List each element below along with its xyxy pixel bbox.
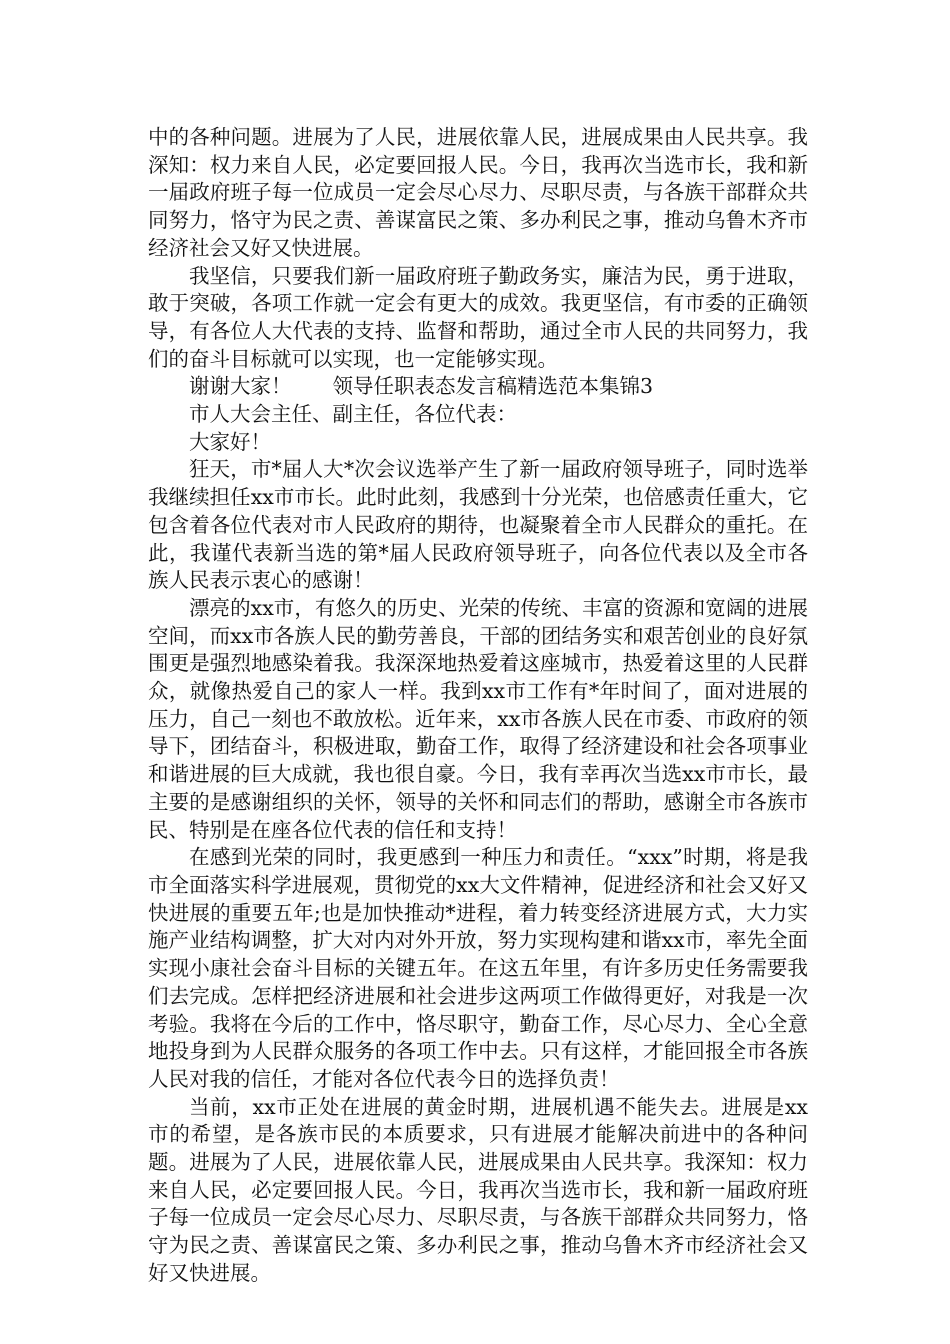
paragraph-thanks-and-heading: 谢谢大家！ 领导任职表态发言稿精选范本集锦3 — [189, 374, 654, 399]
paragraph-election: 狂天，市*届人大*次会议选举产生了新一届政府领导班子，同时选举我继续担任xx市市长。此时此刻，我感到十分光荣，也倍感责任重大，它包含着各位代表对市人民政府的期待，也凝聚着全市人民群众的重托。在此，我谨代表新当选的第*届人民政府领导班子，向各位代表以及全市各族人民表示衷心的感谢！ — [148, 457, 808, 593]
paragraph-belief: 我坚信，只要我们新一届政府班子勤政务实，廉洁为民，勇于进取，敢于突破，各项工作就一定会有更大的成效。我更坚信，有市委的正确领导，有各位人大代表的支持、监督和帮助，通过全市人民的共同努力，我们的奋斗目标就可以实现，也一定能够实现。 — [148, 263, 808, 371]
paragraph-city: 漂亮的xx市，有悠久的历史、光荣的传统、丰富的资源和宽阔的进展空间，而xx市各族人民的勤劳善良，干部的团结务实和艰苦创业的良好氛围更是强烈地感染着我。我深深地热爱着这座城市，热爱着这里的人民群众，就像热爱自己的家人一样。我到xx市工作有*年时间了，面对进展的压力，自己一刻也不敢放松。近年来，xx市各族人民在市委、市政府的领导下，团结奋斗，积极进取，勤奋工作，取得了经济建设和社会各项事业和谐进展的巨大成就，我也很自豪。今日，我有幸再次当选xx市市长，最主要的是感谢组织的关怀，领导的关怀和同志们的帮助，感谢全市各族市民、特别是在座各位代表的信任和支持！ — [148, 595, 808, 842]
document-body — [148, 124, 808, 1288]
paragraph-responsibility: 在感到光荣的同时，我更感到一种压力和责任。“xxx”时期，将是我市全面落实科学进展观，贯彻党的xx大文件精神，促进经济和社会又好又快进展的重要五年;也是加快推动*进程，着力转变经济进展方式，大力实施产业结构调整，扩大对内对外开放，努力实现构建和谐xx市，率先全面实现小康社会奋斗目标的关键五年。在这五年里，有许多历史任务需要我们去完成。怎样把经济进展和社会进步这两项工作做得更好，对我是一次考验。我将在今后的工作中，恪尽职守，勤奋工作，尽心尽力、全心全意地投身到为人民群众服务的各项工作中去。只有这样，才能回报全市各族人民对我的信任，才能对各位代表今日的选择负责！ — [148, 845, 808, 1091]
paragraph-continuation: 中的各种问题。进展为了人民，进展依靠人民，进展成果由人民共享。我深知：权力来自人民，必定要回报人民。今日，我再次当选市长，我和新一届政府班子每一位成员一定会尽心尽力、尽职尽责，与各族干部群众共同努力，恪守为民之责、善谋富民之策、多办利民之事，推动乌鲁木齐市经济社会又好又快进展。 — [148, 125, 808, 260]
paragraph-greeting: 大家好！ — [189, 429, 271, 454]
paragraph-development: 当前，xx市正处在进展的黄金时期，进展机遇不能失去。进展是xx市的希望，是各族市民的本质要求，只有进展才能解决前进中的各种问题。进展为了人民，进展依靠人民，进展成果由人民共享。我深知：权力来自人民，必定要回报人民。今日，我再次当选市长，我和新一届政府班子每一位成员一定会尽心尽力、尽职尽责，与各族干部群众共同努力，恪守为民之责、善谋富民之策、多办利民之事，推动乌鲁木齐市经济社会又好又快进展。 — [148, 1094, 808, 1285]
paragraph-salutation: 市人大会主任、副主任，各位代表： — [189, 402, 517, 427]
